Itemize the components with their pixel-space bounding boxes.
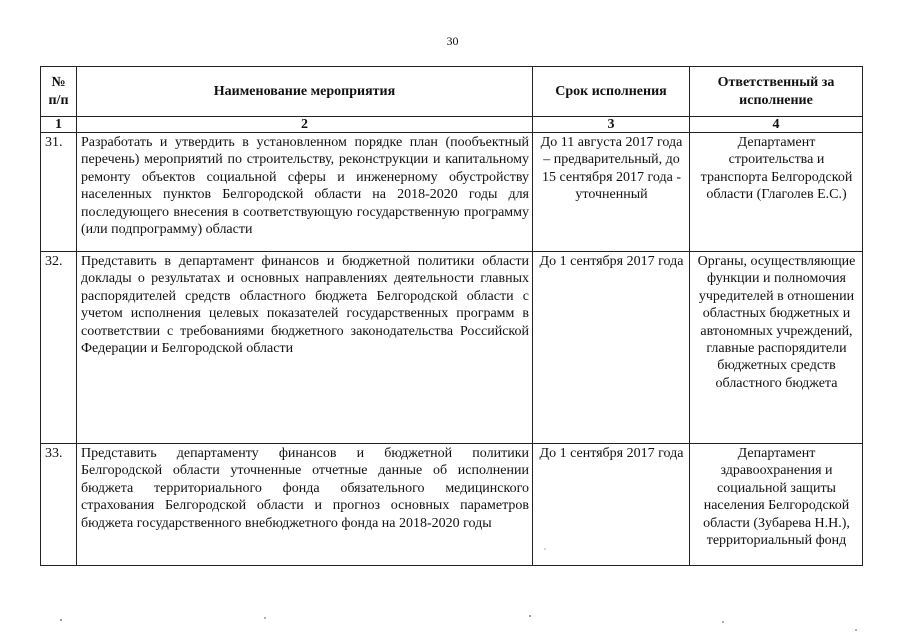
scan-speck [264, 617, 266, 619]
header-responsible: Ответственный за исполнение [690, 67, 863, 117]
header-num: № п/п [41, 67, 77, 117]
row-responsible: Департамент строительства и транспорта Белгородской области (Глаголев Е.С.) [690, 133, 863, 252]
row-activity: Представить департаменту финансов и бюджетной политики Белгородской области уточненные отчетные данные об исполнении бюджета территориального фонда обязательного медицинского страхования Белгородской области и прогноз основных параметров бюджета государственного внебюджетного фонда на 2018-2020 годы [77, 444, 533, 566]
activities-table [40, 66, 863, 566]
scan-speck [722, 621, 724, 623]
column-number: 3 [533, 117, 690, 133]
table-row [41, 133, 863, 252]
column-number-row [41, 117, 863, 133]
scan-speck [855, 629, 857, 631]
row-number: 33. [41, 444, 77, 566]
row-number: 31. [41, 133, 77, 252]
scan-speck [60, 619, 62, 621]
row-activity: Представить в департамент финансов и бюджетной политики области доклады о результатах и основных направлениях деятельности главных распорядителей средств областного бюджета Белгородской области с учетом исполнения целевых показателей государственных программ в соответствии с требованиями бюджетного законодательства Российской Федерации и Белгородской области [77, 252, 533, 444]
column-number: 1 [41, 117, 77, 133]
row-term: До 1 сентября 2017 года [533, 444, 690, 566]
header-name: Наименование мероприятия [77, 67, 533, 117]
column-number: 4 [690, 117, 863, 133]
table-header-row [41, 67, 863, 117]
column-number: 2 [77, 117, 533, 133]
page-number: 30 [446, 34, 459, 48]
row-activity: Разработать и утвердить в установленном порядке план (пообъектный перечень) мероприятий по строительству, реконструкции и капитальному ремонту объектов социальной сферы и инженерному обустройству населенных пунктов Белгородской области на 2018-2020 годы для последующего внесения в соответствующую государственную программу (или подпрограмму) области [77, 133, 533, 252]
row-number: 32. [41, 252, 77, 444]
scan-speck [529, 615, 531, 617]
row-responsible: Департамент здравоохранения и социальной защиты населения Белгородской области (Зубарева Н.Н.), территориальный фонд [690, 444, 863, 566]
row-responsible: Органы, осуществляющие функции и полномочия учредителей в отношении областных бюджетных и автономных учреждений, главные распорядители бюджетных средств областного бюджета [690, 252, 863, 444]
header-term: Срок исполнения [533, 67, 690, 117]
row-term: До 11 августа 2017 года – предварительный, до 15 сентября 2017 года - уточненный [533, 133, 690, 252]
row-term: До 1 сентября 2017 года [533, 252, 690, 444]
table-row [41, 252, 863, 444]
table-row [41, 444, 863, 566]
